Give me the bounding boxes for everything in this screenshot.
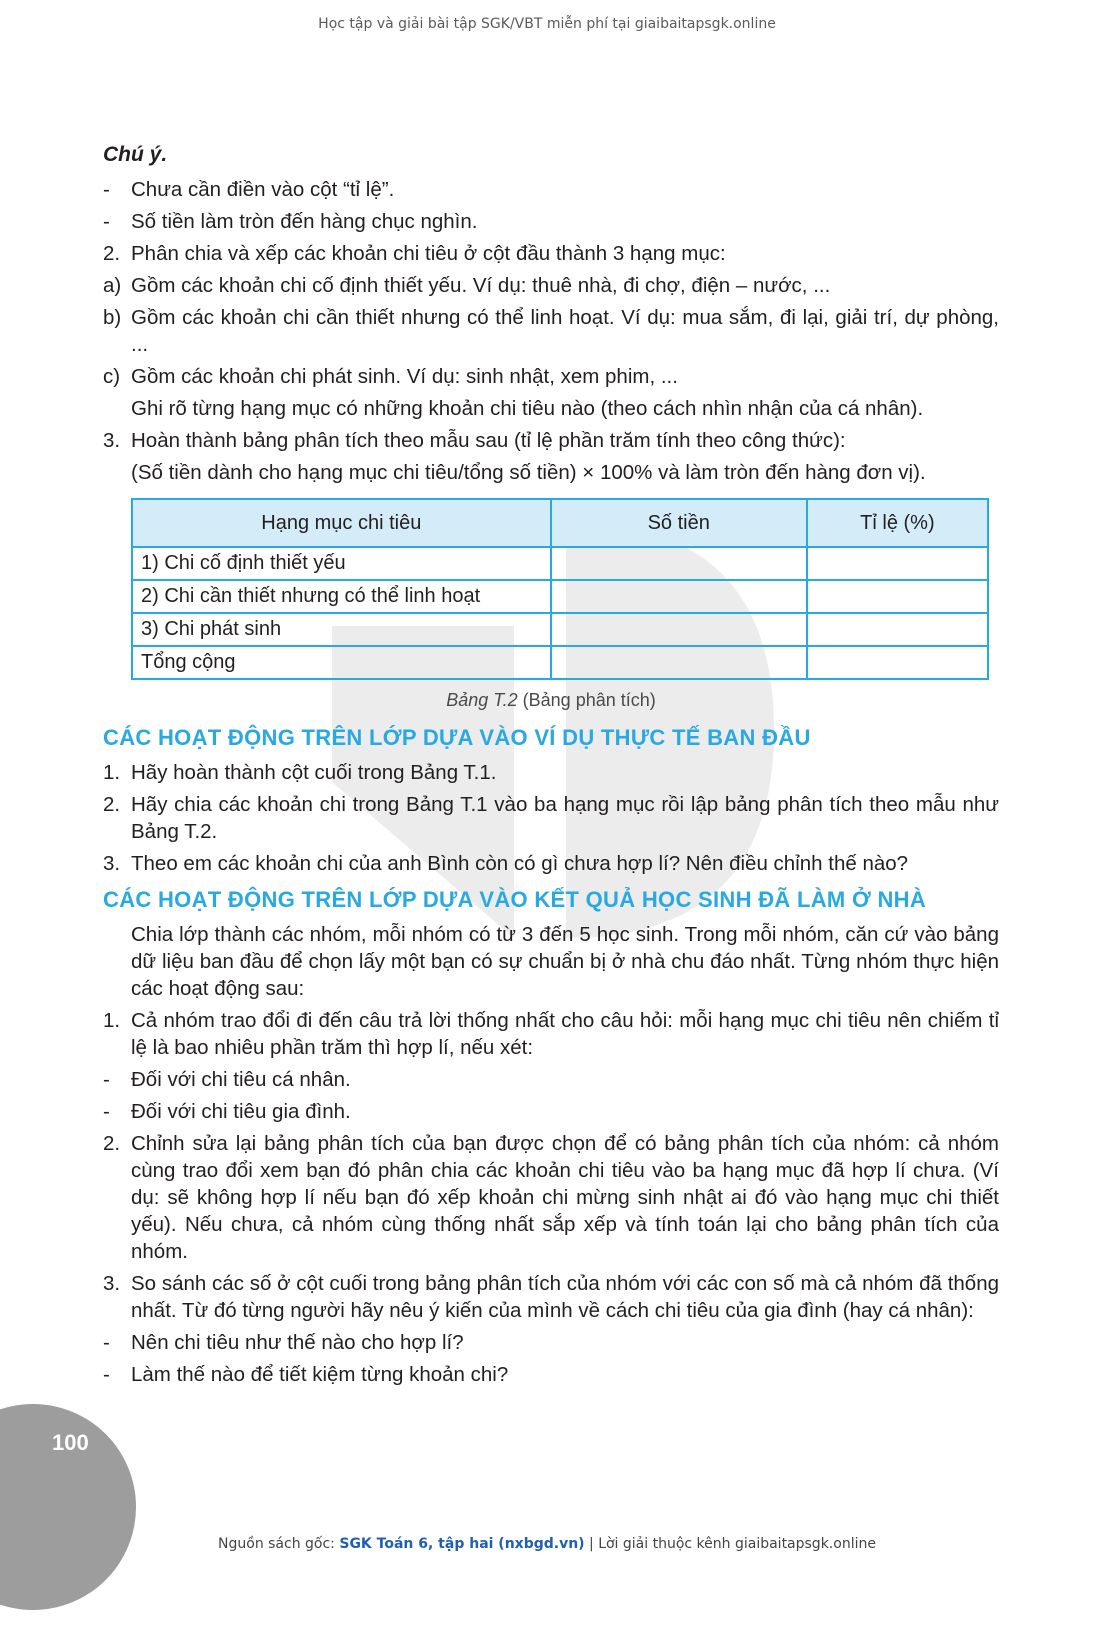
list-item (103, 1007, 999, 1061)
list-item-marker: - (103, 1068, 110, 1091)
footer-source-link[interactable]: SGK Toán 6, tập hai (nxbgd.vn) (339, 1536, 585, 1552)
list-item-marker: - (103, 178, 110, 201)
list-item-text: Nên chi tiêu như thế nào cho hợp lí? (131, 1331, 464, 1354)
list-item-text: Ghi rõ từng hạng mục có những khoản chi tiêu nào (theo cách nhìn nhận của cá nhân). (131, 397, 924, 420)
footer-prefix: Nguồn sách gốc: (218, 1536, 340, 1552)
list-item (103, 1130, 999, 1265)
list-item (103, 1329, 999, 1356)
list-item (103, 850, 999, 877)
table-header-cell: Hạng mục chi tiêu (132, 499, 551, 547)
section2-intro-text: Chia lớp thành các nhóm, mỗi nhóm có từ 3 đến 5 học sinh. Trong mỗi nhóm, căn cứ vào bảng dữ liệu ban đầu để chọn lấy một bạn có sự chuẩn bị ở nhà chu đáo nhất. Từng nhóm thực hiện các hoạt động sau: (131, 923, 999, 1000)
list-item (103, 363, 999, 390)
table-header-cell: Tỉ lệ (%) (807, 499, 988, 547)
table-cell (551, 613, 807, 646)
list-item-text: Theo em các khoản chi của anh Bình còn có gì chưa hợp lí? Nên điều chỉnh thế nào? (131, 852, 909, 875)
list-item-marker: 3. (103, 852, 121, 875)
list-item-text: Hãy chia các khoản chi trong Bảng T.1 vào ba hạng mục rồi lập bảng phân tích theo mẫu như Bảng T.2. (131, 793, 999, 843)
list-item-marker: - (103, 210, 110, 233)
list-item-marker: 2. (103, 793, 121, 816)
table-caption-label: Bảng T.2 (446, 690, 518, 710)
list-item (103, 1098, 999, 1125)
list-item-marker: - (103, 1363, 110, 1386)
section1-list (103, 759, 999, 877)
section1-title: CÁC HOẠT ĐỘNG TRÊN LỚP DỰA VÀO VÍ DỤ THỰC TẾ BAN ĐẦU (103, 725, 811, 750)
list-item (103, 395, 999, 422)
table-row (132, 646, 988, 679)
list-item-text: (Số tiền dành cho hạng mục chi tiêu/tổng số tiền) × 100% và làm tròn đến hàng đơn vị). (131, 461, 926, 484)
list-item-marker: c) (103, 365, 121, 388)
list-item (103, 1270, 999, 1324)
table-cell (807, 613, 988, 646)
table-row (132, 580, 988, 613)
table-cell (807, 646, 988, 679)
list-item (103, 208, 999, 235)
list-item-marker: a) (103, 274, 122, 297)
page-content (103, 140, 999, 1393)
table-cell (551, 547, 807, 580)
section2-title: CÁC HOẠT ĐỘNG TRÊN LỚP DỰA VÀO KẾT QUẢ HỌC SINH ĐÃ LÀM Ở NHÀ (103, 887, 927, 912)
list-item-marker: 2. (103, 242, 121, 265)
list-item-text: Chưa cần điền vào cột “tỉ lệ”. (131, 178, 395, 201)
list-item-text: So sánh các số ở cột cuối trong bảng phân tích của nhóm với các con số mà cả nhóm đã thống nhất. Từ đó từng người hãy nêu ý kiến của mình về cách chi tiêu của gia đình (hay cá nhân): (131, 1272, 999, 1322)
list-item-text: Số tiền làm tròn đến hàng chục nghìn. (131, 210, 478, 233)
list-item-text: Chỉnh sửa lại bảng phân tích của bạn được chọn để có bảng phân tích của nhóm: cả nhóm cùng trao đổi xem bạn đó phân chia các khoản chi tiêu vào ba hạng mục đã hợp lí chưa. (Ví dụ: sẽ không hợp lí nếu bạn đó xếp khoản chi mừng sinh nhật ai đó vào hạng mục chi thiết yếu). Nếu chưa, cả nhóm cùng thống nhất sắp xếp và tính toán lại cho bảng phân tích của nhóm. (131, 1132, 999, 1263)
footer-suffix: | Lời giải thuộc kênh giaibaitapsgk.online (584, 1536, 876, 1552)
list-item-text: Gồm các khoản chi cố định thiết yếu. Ví dụ: thuê nhà, đi chợ, điện – nước, ... (131, 274, 831, 297)
list-item-text: Phân chia và xếp các khoản chi tiêu ở cột đầu thành 3 hạng mục: (131, 242, 726, 265)
table-cell: 2) Chi cần thiết nhưng có thể linh hoạt (132, 580, 551, 613)
list-item-text: Làm thế nào để tiết kiệm từng khoản chi? (131, 1363, 509, 1386)
list-item-marker: 3. (103, 1272, 121, 1295)
note-title: Chú ý. (103, 143, 168, 166)
table-cell: Tổng cộng (132, 646, 551, 679)
page-number: 100 (52, 1430, 89, 1455)
table-cell (807, 547, 988, 580)
list-item (103, 459, 999, 486)
table-row (132, 613, 988, 646)
list-item-text: Gồm các khoản chi cần thiết nhưng có thể linh hoạt. Ví dụ: mua sắm, đi lại, giải trí, dự phòng, ... (131, 306, 999, 356)
list-item-marker: 1. (103, 1009, 121, 1032)
list-item (103, 791, 999, 845)
list-item (103, 240, 999, 267)
list-item (103, 759, 999, 786)
list-item-marker: 1. (103, 761, 121, 784)
list-item-marker: 3. (103, 429, 121, 452)
table-caption (103, 690, 999, 711)
list-item (103, 176, 999, 203)
table-cell (551, 646, 807, 679)
list-item-text: Hãy hoàn thành cột cuối trong Bảng T.1. (131, 761, 497, 784)
page-footer (0, 1536, 1094, 1552)
list-item-marker: b) (103, 306, 122, 329)
table-header-cell: Số tiền (551, 499, 807, 547)
list-item (103, 427, 999, 454)
table-cell (807, 580, 988, 613)
list-item (103, 1361, 999, 1388)
table-row (132, 547, 988, 580)
list-item (103, 272, 999, 299)
list-item-marker: - (103, 1100, 110, 1123)
list-item (103, 1066, 999, 1093)
list-item-marker: - (103, 1331, 110, 1354)
table-cell: 3) Chi phát sinh (132, 613, 551, 646)
page-header-note: Học tập và giải bài tập SGK/VBT miễn phí tại giaibaitapsgk.online (318, 16, 776, 32)
list-item-marker: 2. (103, 1132, 121, 1155)
list-item-text: Cả nhóm trao đổi đi đến câu trả lời thống nhất cho câu hỏi: mỗi hạng mục chi tiêu nên chiếm tỉ lệ là bao nhiêu phần trăm thì hợp lí, nếu xét: (131, 1009, 999, 1059)
analysis-table (131, 498, 989, 680)
list-item-text: Đối với chi tiêu gia đình. (131, 1100, 351, 1123)
table-caption-text: (Bảng phân tích) (517, 690, 656, 710)
table-header-row (132, 499, 988, 547)
table-cell (551, 580, 807, 613)
list-item-text: Gồm các khoản chi phát sinh. Ví dụ: sinh nhật, xem phim, ... (131, 365, 678, 388)
section2-list (103, 1007, 999, 1388)
list-item (103, 304, 999, 358)
table-cell: 1) Chi cố định thiết yếu (132, 547, 551, 580)
list-item-text: Đối với chi tiêu cá nhân. (131, 1068, 351, 1091)
section2-intro (103, 921, 999, 1002)
list-item-text: Hoàn thành bảng phân tích theo mẫu sau (tỉ lệ phần trăm tính theo công thức): (131, 429, 846, 452)
note-list (103, 176, 999, 486)
